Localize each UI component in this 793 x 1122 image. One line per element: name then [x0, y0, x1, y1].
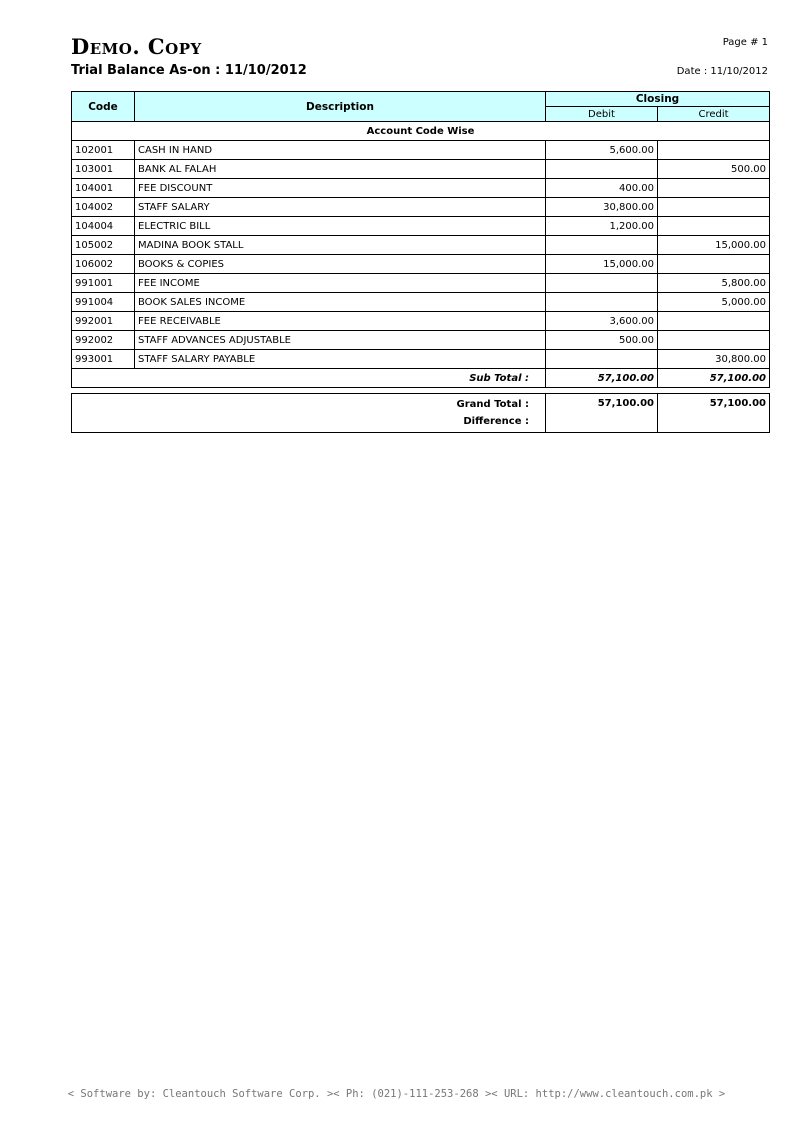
debit-amount — [546, 274, 658, 293]
column-header-code: Code — [72, 92, 135, 122]
account-description: BANK AL FALAH — [135, 160, 546, 179]
account-code: 993001 — [72, 350, 135, 369]
account-description: FEE INCOME — [135, 274, 546, 293]
report-subtitle: Trial Balance As-on : 11/10/2012 — [71, 63, 307, 78]
subtotal-credit: 57,100.00 — [658, 369, 770, 388]
account-description: ELECTRIC BILL — [135, 217, 546, 236]
credit-amount — [658, 331, 770, 350]
credit-amount — [658, 179, 770, 198]
debit-amount: 400.00 — [546, 179, 658, 198]
account-description: BOOKS & COPIES — [135, 255, 546, 274]
column-header-closing: Closing — [546, 92, 770, 107]
table-row — [72, 217, 770, 236]
totals-labels — [72, 394, 546, 433]
report-date: Date : 11/10/2012 — [676, 66, 768, 77]
column-header-debit: Debit — [546, 107, 658, 122]
account-code: 102001 — [72, 141, 135, 160]
table-row — [72, 293, 770, 312]
table-row — [72, 160, 770, 179]
credit-amount — [658, 141, 770, 160]
debit-amount — [546, 350, 658, 369]
group-header-row — [72, 122, 770, 141]
account-description: FEE DISCOUNT — [135, 179, 546, 198]
debit-amount: 500.00 — [546, 331, 658, 350]
difference-label: Difference : — [463, 416, 529, 427]
credit-amount: 500.00 — [658, 160, 770, 179]
account-description: STAFF SALARY — [135, 198, 546, 217]
credit-amount — [658, 255, 770, 274]
group-label: Account Code Wise — [72, 122, 770, 141]
account-description: MADINA BOOK STALL — [135, 236, 546, 255]
grand-total-debit: 57,100.00 — [546, 394, 658, 433]
debit-amount: 15,000.00 — [546, 255, 658, 274]
credit-amount — [658, 198, 770, 217]
column-header-credit: Credit — [658, 107, 770, 122]
credit-amount — [658, 217, 770, 236]
grand-total-row — [72, 394, 770, 433]
debit-amount — [546, 293, 658, 312]
grand-total-credit: 57,100.00 — [658, 394, 770, 433]
table-row — [72, 141, 770, 160]
column-header-description: Description — [135, 92, 546, 122]
account-code: 105002 — [72, 236, 135, 255]
table-row — [72, 255, 770, 274]
page-number: Page # 1 — [722, 37, 768, 48]
credit-amount: 15,000.00 — [658, 236, 770, 255]
account-code: 103001 — [72, 160, 135, 179]
account-code: 106002 — [72, 255, 135, 274]
credit-amount: 5,000.00 — [658, 293, 770, 312]
grand-total-label: Grand Total : — [456, 399, 529, 410]
account-code: 991001 — [72, 274, 135, 293]
debit-amount: 5,600.00 — [546, 141, 658, 160]
account-code: 104001 — [72, 179, 135, 198]
subtotal-row — [72, 369, 770, 388]
account-code: 104002 — [72, 198, 135, 217]
debit-amount: 3,600.00 — [546, 312, 658, 331]
debit-amount: 1,200.00 — [546, 217, 658, 236]
table-row — [72, 350, 770, 369]
table-row — [72, 179, 770, 198]
grand-total-table — [71, 393, 770, 433]
subtotal-label: Sub Total : — [72, 369, 546, 388]
account-description: FEE RECEIVABLE — [135, 312, 546, 331]
page-title: Demo. Copy — [71, 34, 202, 59]
account-code: 104004 — [72, 217, 135, 236]
credit-amount: 30,800.00 — [658, 350, 770, 369]
account-code: 992001 — [72, 312, 135, 331]
account-code: 991004 — [72, 293, 135, 312]
account-description: CASH IN HAND — [135, 141, 546, 160]
trial-balance-table — [71, 91, 770, 388]
debit-amount — [546, 160, 658, 179]
account-description: BOOK SALES INCOME — [135, 293, 546, 312]
table-row — [72, 331, 770, 350]
credit-amount: 5,800.00 — [658, 274, 770, 293]
account-description: STAFF ADVANCES ADJUSTABLE — [135, 331, 546, 350]
table-row — [72, 274, 770, 293]
table-row — [72, 198, 770, 217]
debit-amount — [546, 236, 658, 255]
table-row — [72, 312, 770, 331]
footer-credits: < Software by: Cleantouch Software Corp. >< Ph: (021)-111-253-268 >< URL: http://www.cleantouch.com.pk > — [67, 1088, 726, 1100]
debit-amount: 30,800.00 — [546, 198, 658, 217]
subtotal-debit: 57,100.00 — [546, 369, 658, 388]
table-row — [72, 236, 770, 255]
account-code: 992002 — [72, 331, 135, 350]
credit-amount — [658, 312, 770, 331]
account-description: STAFF SALARY PAYABLE — [135, 350, 546, 369]
